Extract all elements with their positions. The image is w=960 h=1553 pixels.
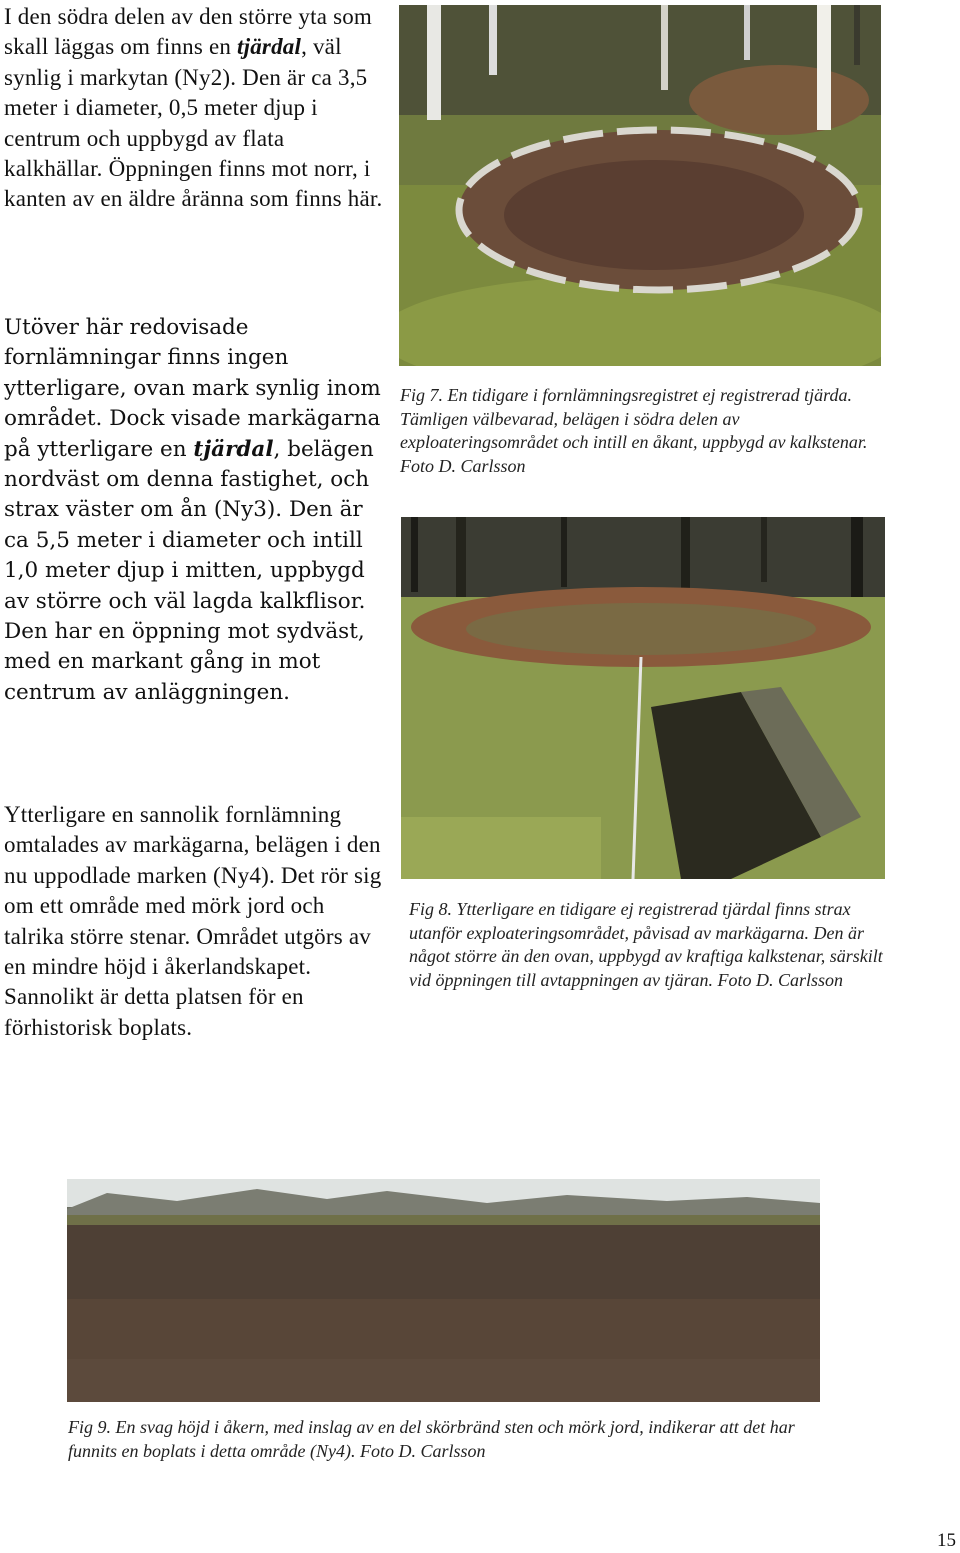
paragraph-text: Ytterligare en sannolik fornlämning omtalades av markägarna, belägen i den nu uppodlade marken (Ny4). Det rör sig om ett område med mörk jord och talrika större stenar. Området utgörs av en mindre höjd i åkerlandskapet. Sannolikt är detta platsen för en förhistorisk boplats.: [4, 802, 382, 1040]
paragraph-text: Utöver här redovisade fornlämningar finns ingen ytterligare, ovan mark synlig inom området. Dock visade markägarna på ytterligare en: [4, 315, 381, 462]
caption-fig7: Fig 7. En tidigare i fornlämningsregistret ej registrerad tjärda. Tämligen välbevarad, belägen i södra delen av exploateringsområdet och intill en åkant, uppbygd av kalkstenar. Foto D. Carlsson: [400, 385, 868, 476]
page-number: 15: [937, 1530, 956, 1551]
photo-tjardal-fig7: [399, 5, 881, 366]
paragraph-tjardal-ny2: [4, 2, 384, 215]
paragraph-text: I den södra delen av den större yta som skall läggas om finns en: [4, 4, 373, 60]
photo-field-fig9: [67, 1179, 820, 1402]
term-tjardal: tjärdal: [193, 436, 274, 462]
term-tjardal: tjärdal: [237, 34, 302, 60]
paragraph-text: , väl synlig i markytan (Ny2). Den är ca 3,5 meter i diameter, 0,5 meter djup i centrum och uppbygd av flata kalkhällar. Öppningen finns mot norr, i kanten av en äldre åränna som finns här.: [4, 34, 383, 212]
paragraph-tjardal-ny3: [4, 313, 384, 708]
caption-fig8: Fig 8. Ytterligare en tidigare ej registrerad tjärdal finns strax utanför exploateringsområdet, påvisad av markägarna. Den är något större än den ovan, uppbygd av kraftiga kalkstenar, särskilt vid öppningen till avtappningen av tjäran. Foto D. Carlsson: [409, 899, 883, 990]
paragraph-text: , belägen nordväst om denna fastighet, och strax väster om ån (Ny3). Den är ca 5,5 meter i diameter och intill 1,0 meter djup i mitten, uppbygd av större och väl lagda kalkflisor. Den har en öppning mot sydväst, med en markant gång in mot centrum av anläggningen.: [4, 436, 374, 705]
caption-fig9: Fig 9. En svag höjd i åkern, med inslag av en del skörbränd sten och mörk jord, indikerar att det har funnits en boplats i detta område (Ny4). Foto D. Carlsson: [68, 1417, 795, 1461]
photo-tjardal-fig8: [401, 517, 885, 879]
paragraph-boplats-ny4: [4, 800, 389, 1043]
